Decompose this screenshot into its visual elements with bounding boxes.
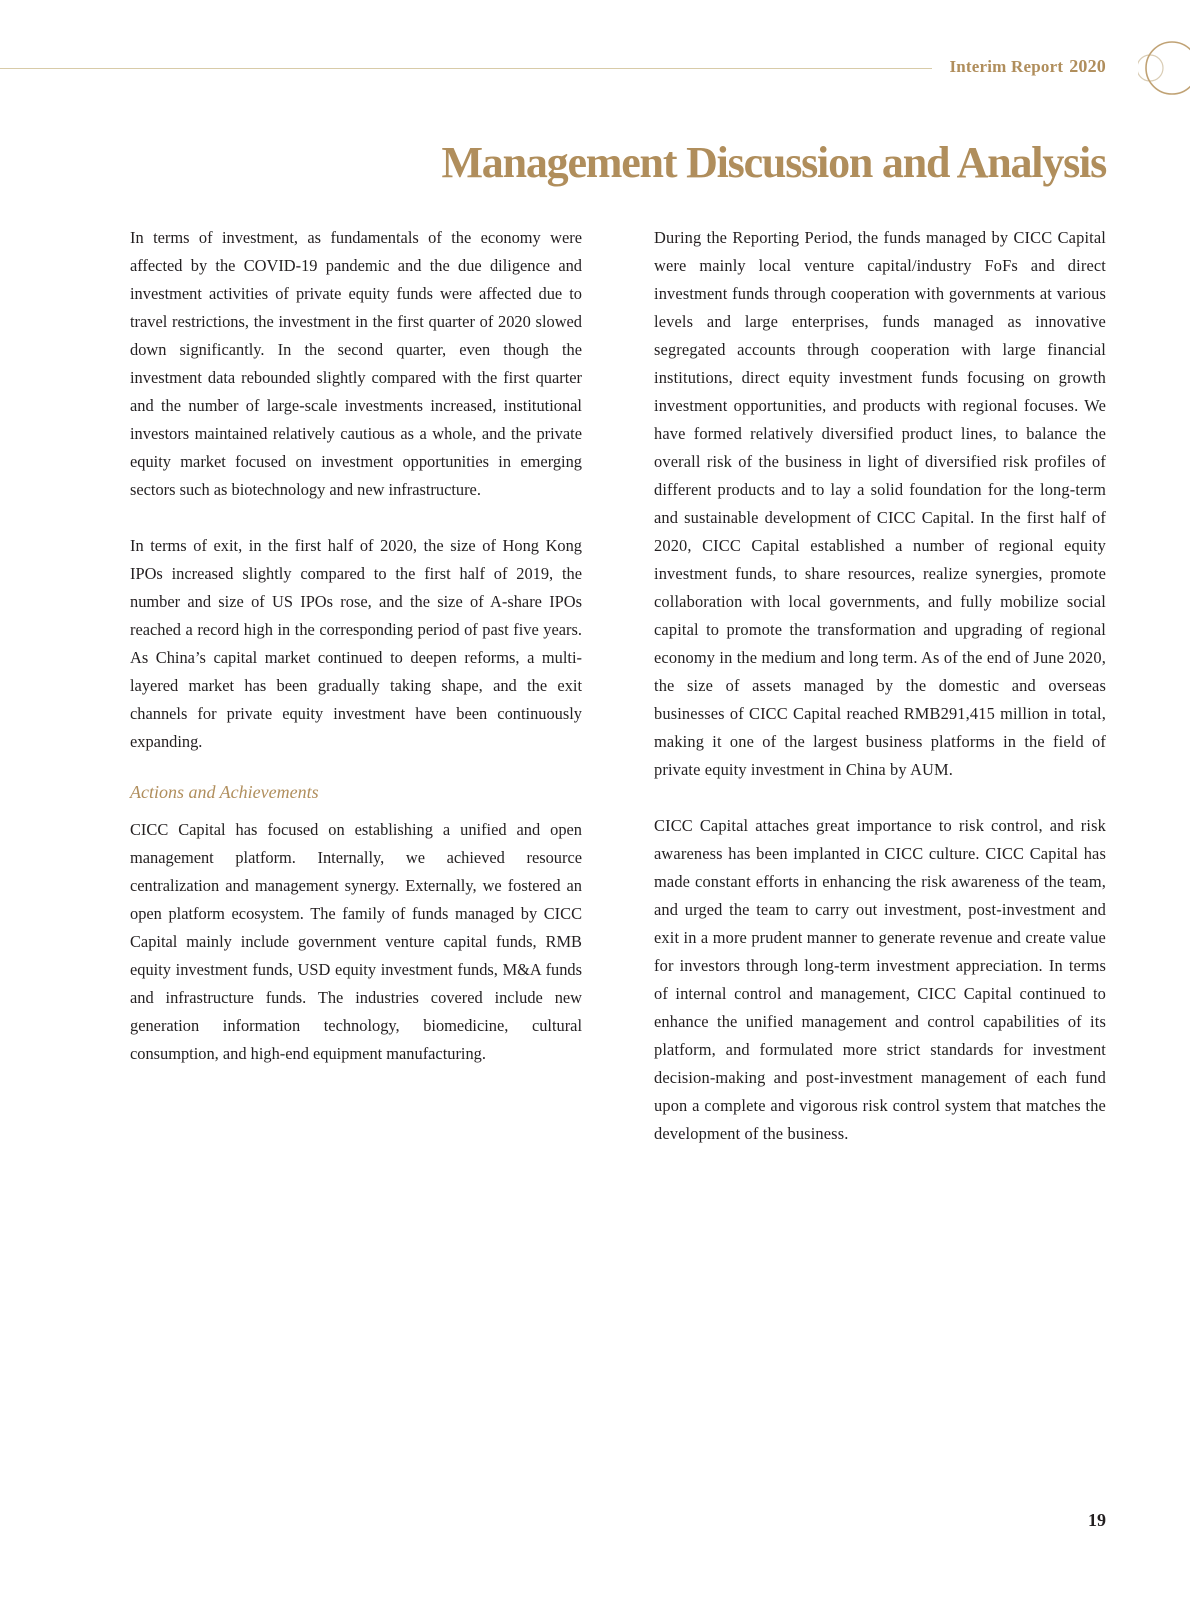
- page-number: 19: [1088, 1510, 1106, 1530]
- paragraph-platform: CICC Capital has focused on establishing a unified and open management platform. Internally, we achieved resource centralization and management synergy. Externally, we fostered an open platform ecosystem. The family of funds managed by CICC Capital mainly include government venture capital funds, RMB equity investment funds, USD equity investment funds, M&A funds and infrastructure funds. The industries covered include new generation information technology, biomedicine, cultural consumption, and high-end equipment manufacturing.: [130, 820, 582, 1063]
- header-rule: [0, 68, 932, 69]
- paragraph-investment: In terms of investment, as fundamentals of the economy were affected by the COVID-19 pandemic and the due diligence and investment activities of private equity funds were affected due to travel restrictions, the investment in the first quarter of 2020 slowed down significantly. In the second quarter, even though the investment data rebounded slightly compared with the first quarter and the number of large-scale investments increased, institutional investors maintained relatively cautious as a whole, and the private equity market focused on investment opportunities in emerging sectors such as biotechnology and new infrastructure.: [130, 228, 582, 499]
- paragraph-products: During the Reporting Period, the funds managed by CICC Capital were mainly local venture capital/industry FoFs and direct investment funds through cooperation with governments at various levels and large enterprises, funds managed as innovative segregated accounts through cooperation with large financial institutions, direct equity investment funds focusing on growth investment opportunities, and products with regional focuses. We have formed relatively diversified product lines, to balance the overall risk of the business in light of diversified risk profiles of different products and to lay a solid foundation for the long-term and sustainable development of CICC Capital. In the first half of 2020, CICC Capital established a number of regional equity investment funds, to share resources, realize synergies, promote collaboration with local governments, and fully mobilize social capital to promote the transformation and upgrading of regional economy in the medium and long term. As of the end of June 2020, the size of assets managed by the domestic and overseas businesses of CICC Capital reached RMB291,415 million in total, making it one of the largest business platforms in the field of private equity investment in China by AUM.: [654, 228, 1106, 779]
- paragraph-exit: In terms of exit, in the first half of 2020, the size of Hong Kong IPOs increased slightly compared to the first half of 2019, the number and size of US IPOs rose, and the size of A-share IPOs reached a record high in the corresponding period of past five years. As China’s capital market continued to deepen reforms, a multi-layered market has been gradually taking shape, and the exit channels for private equity investment have been continuously expanding.: [130, 536, 582, 751]
- right-column: [654, 224, 1106, 1176]
- paragraph-risk-control: CICC Capital attaches great importance to risk control, and risk awareness has been implanted in CICC culture. CICC Capital has made constant efforts in enhancing the risk awareness of the team, and urged the team to carry out investment, post-investment and exit in a more prudent manner to generate revenue and create value for investors through long-term investment appreciation. In terms of internal control and management, CICC Capital continued to enhance the unified management and control capabilities of its platform, and formulated more strict standards for investment decision-making and post-investment management of each fund upon a complete and vigorous risk control system that matches the development of the business.: [654, 816, 1106, 1143]
- page-title: Management Discussion and Analysis: [441, 138, 1106, 188]
- left-column: [130, 224, 582, 1096]
- section-heading: Actions and Achievements: [130, 782, 319, 802]
- running-head: [949, 56, 1106, 77]
- running-title: Interim Report: [949, 57, 1064, 76]
- report-year: 2020: [1069, 56, 1106, 76]
- double-circle-ornament-icon: [1138, 36, 1190, 106]
